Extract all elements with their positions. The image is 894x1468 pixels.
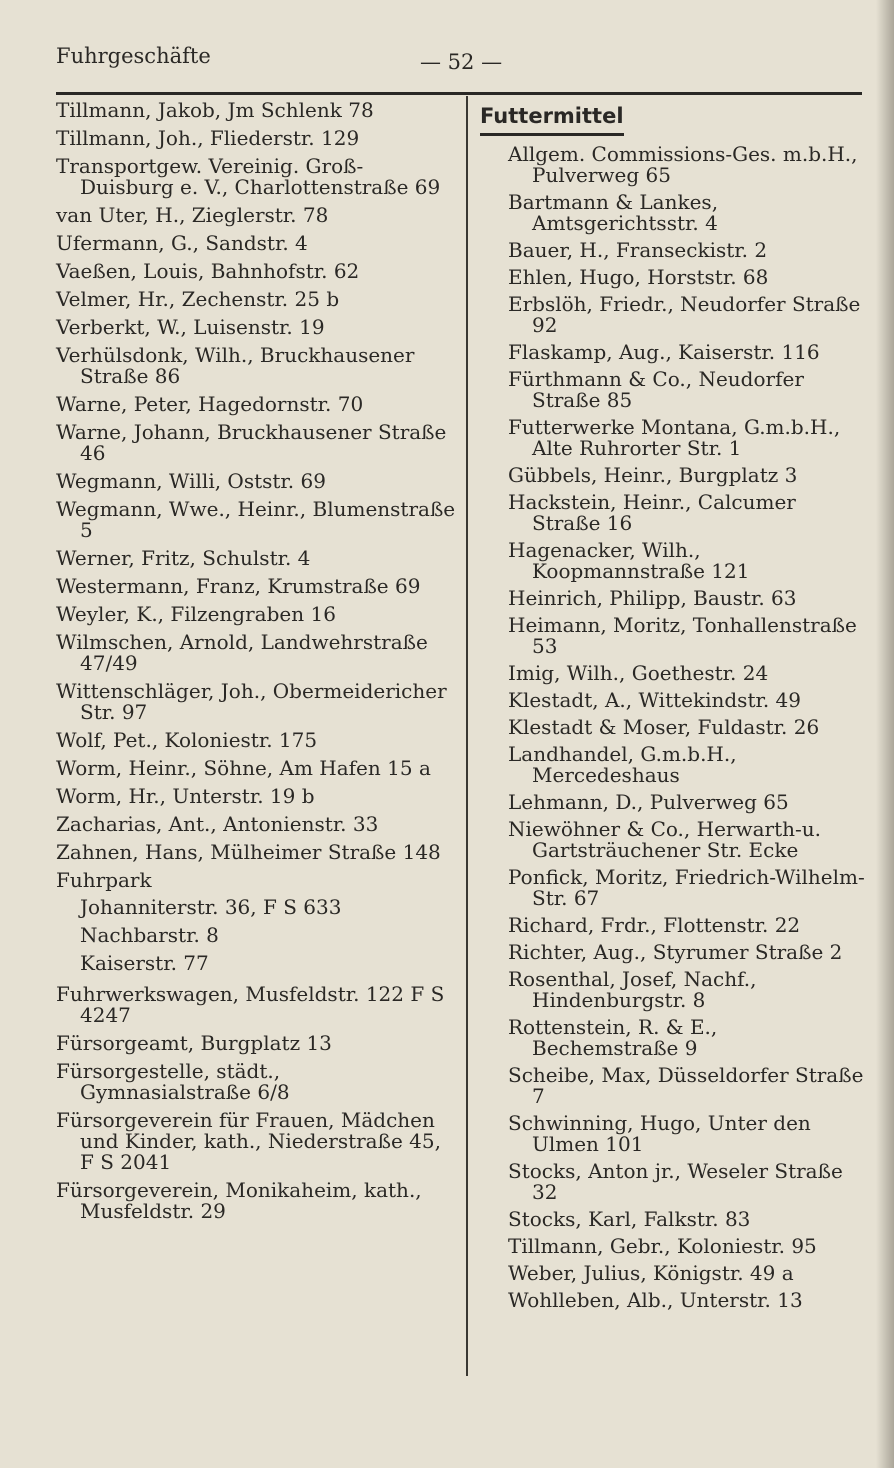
right-column (480, 100, 868, 1317)
directory-entry: Niewöhner & Co., Herwarth-u. Gartsträuchener Str. Ecke (508, 817, 821, 862)
directory-entry: Fuhrwerkswagen, Musfeldstr. 122 F S 4247 (56, 982, 445, 1027)
directory-entry: Heimann, Moritz, Tonhallenstraße 53 (508, 613, 857, 658)
directory-entry: Wittenschläger, Joh., Obermeidericher Str. 97 (56, 679, 447, 724)
directory-entry: Wilmschen, Arnold, Landwehrstraße 47/49 (56, 630, 428, 675)
fuhrpark-entry: Nachbarstr. 8 (80, 923, 219, 947)
fuhrpark-entry: Kaiserstr. 77 (80, 951, 209, 975)
directory-entry: van Uter, H., Zieglerstr. 78 (56, 203, 329, 227)
directory-entry: Futterwerke Montana, G.m.b.H., Alte Ruhrorter Str. 1 (508, 415, 841, 460)
directory-entry: Werner, Fritz, Schulstr. 4 (56, 546, 311, 570)
directory-entry: Allgem. Commissions-Ges. m.b.H., Pulverweg 65 (508, 142, 858, 187)
directory-entry: Wegmann, Willi, Oststr. 69 (56, 469, 326, 493)
directory-entry: Velmer, Hr., Zechenstr. 25 b (56, 287, 340, 311)
directory-entry: Schwinning, Hugo, Unter den Ulmen 101 (508, 1111, 811, 1156)
page-number: — 52 — (420, 50, 503, 74)
directory-entry: Fürsorgestelle, städt., Gymnasialstraße 6/8 (56, 1059, 290, 1104)
directory-entry: Wolf, Pet., Koloniestr. 175 (56, 728, 318, 752)
directory-entry: Bartmann & Lankes, Amtsgerichtsstr. 4 (508, 190, 719, 235)
directory-entry: Richter, Aug., Styrumer Straße 2 (508, 940, 843, 964)
directory-entry: Gübbels, Heinr., Burgplatz 3 (508, 463, 798, 487)
directory-entry: Klestadt, A., Wittekindstr. 49 (508, 688, 802, 712)
directory-entry: Worm, Hr., Unterstr. 19 b (56, 784, 315, 808)
directory-entry: Imig, Wilh., Goethestr. 24 (508, 661, 769, 685)
directory-entry: Weber, Julius, Königstr. 49 a (508, 1261, 794, 1285)
directory-entry: Ponfick, Moritz, Friedrich-Wilhelm-Str. 67 (508, 865, 865, 910)
directory-entry: Erbslöh, Friedr., Neudorfer Straße 92 (508, 292, 861, 337)
directory-entry: Zacharias, Ant., Antonienstr. 33 (56, 812, 379, 836)
directory-entry: Scheibe, Max, Düsseldorfer Straße 7 (508, 1063, 864, 1108)
directory-entry: Lehmann, D., Pulverweg 65 (508, 790, 789, 814)
directory-entry: Hagenacker, Wilh., Koopmannstraße 121 (508, 538, 750, 583)
directory-entry: Worm, Heinr., Söhne, Am Hafen 15 a (56, 756, 431, 780)
directory-entry: Fürthmann & Co., Neudorfer Straße 85 (508, 367, 804, 412)
directory-entry: Hackstein, Heinr., Calcumer Straße 16 (508, 490, 796, 535)
directory-entry: Rosenthal, Josef, Nachf., Hindenburgstr. 8 (508, 967, 757, 1012)
directory-entry: Fürsorgeverein für Frauen, Mädchen und Kinder, kath., Niederstraße 45, F S 2041 (56, 1108, 441, 1174)
tail-entries (56, 984, 456, 1222)
directory-entry: Tillmann, Jakob, Jm Schlenk 78 (56, 98, 374, 122)
directory-entry: Stocks, Anton jr., Weseler Straße 32 (508, 1159, 843, 1204)
running-header-section: Fuhrgeschäfte (56, 44, 211, 68)
header-rule (56, 92, 862, 95)
fuhrpark-entry: Johanniterstr. 36, F S 633 (80, 895, 342, 919)
directory-entry: Fürsorgeamt, Burgplatz 13 (56, 1031, 332, 1055)
directory-entry: Westermann, Franz, Krumstraße 69 (56, 574, 421, 598)
directory-entry: Fürsorgeverein, Monikaheim, kath., Musfeldstr. 29 (56, 1178, 422, 1223)
directory-entry: Ehlen, Hugo, Horststr. 68 (508, 265, 769, 289)
directory-entry: Vaeßen, Louis, Bahnhofstr. 62 (56, 259, 360, 283)
directory-entry: Transportgew. Vereinig. Groß-Duisburg e. V., Charlottenstraße 69 (56, 154, 441, 199)
directory-entry: Warne, Peter, Hagedornstr. 70 (56, 392, 364, 416)
directory-entry: Richard, Frdr., Flottenstr. 22 (508, 913, 801, 937)
directory-entry: Klestadt & Moser, Fuldastr. 26 (508, 715, 820, 739)
left-entries (56, 100, 456, 863)
directory-entry: Flaskamp, Aug., Kaiserstr. 116 (508, 340, 820, 364)
directory-entry: Zahnen, Hans, Mülheimer Straße 148 (56, 840, 441, 864)
directory-entry: Verhülsdonk, Wilh., Bruckhausener Straße 86 (56, 343, 415, 388)
directory-entry: Verberkt, W., Luisenstr. 19 (56, 315, 325, 339)
directory-entry: Wegmann, Wwe., Heinr., Blumenstraße 5 (56, 497, 456, 542)
directory-entry: Ufermann, G., Sandstr. 4 (56, 231, 308, 255)
left-column (56, 100, 456, 1229)
column-divider (466, 96, 468, 1376)
right-entries (508, 144, 868, 1311)
directory-entry: Rottenstein, R. & E., Bechemstraße 9 (508, 1015, 718, 1060)
directory-entry: Heinrich, Philipp, Baustr. 63 (508, 586, 797, 610)
section-title-futtermittel: Futtermittel (480, 106, 624, 136)
page-edge-shadow (876, 0, 894, 1468)
directory-entry: Landhandel, G.m.b.H., Mercedeshaus (508, 742, 737, 787)
directory-entry: Bauer, H., Franseckistr. 2 (508, 238, 768, 262)
directory-entry: Wohlleben, Alb., Unterstr. 13 (508, 1288, 803, 1312)
directory-entry: Warne, Johann, Bruckhausener Straße 46 (56, 420, 447, 465)
directory-entry: Tillmann, Gebr., Koloniestr. 95 (508, 1234, 817, 1258)
fuhrpark-entries (56, 897, 456, 974)
directory-entry: Weyler, K., Filzengraben 16 (56, 602, 336, 626)
directory-entry: Stocks, Karl, Falkstr. 83 (508, 1207, 751, 1231)
directory-entry: Tillmann, Joh., Fliederstr. 129 (56, 126, 360, 150)
fuhrpark-label: Fuhrpark (56, 868, 152, 892)
